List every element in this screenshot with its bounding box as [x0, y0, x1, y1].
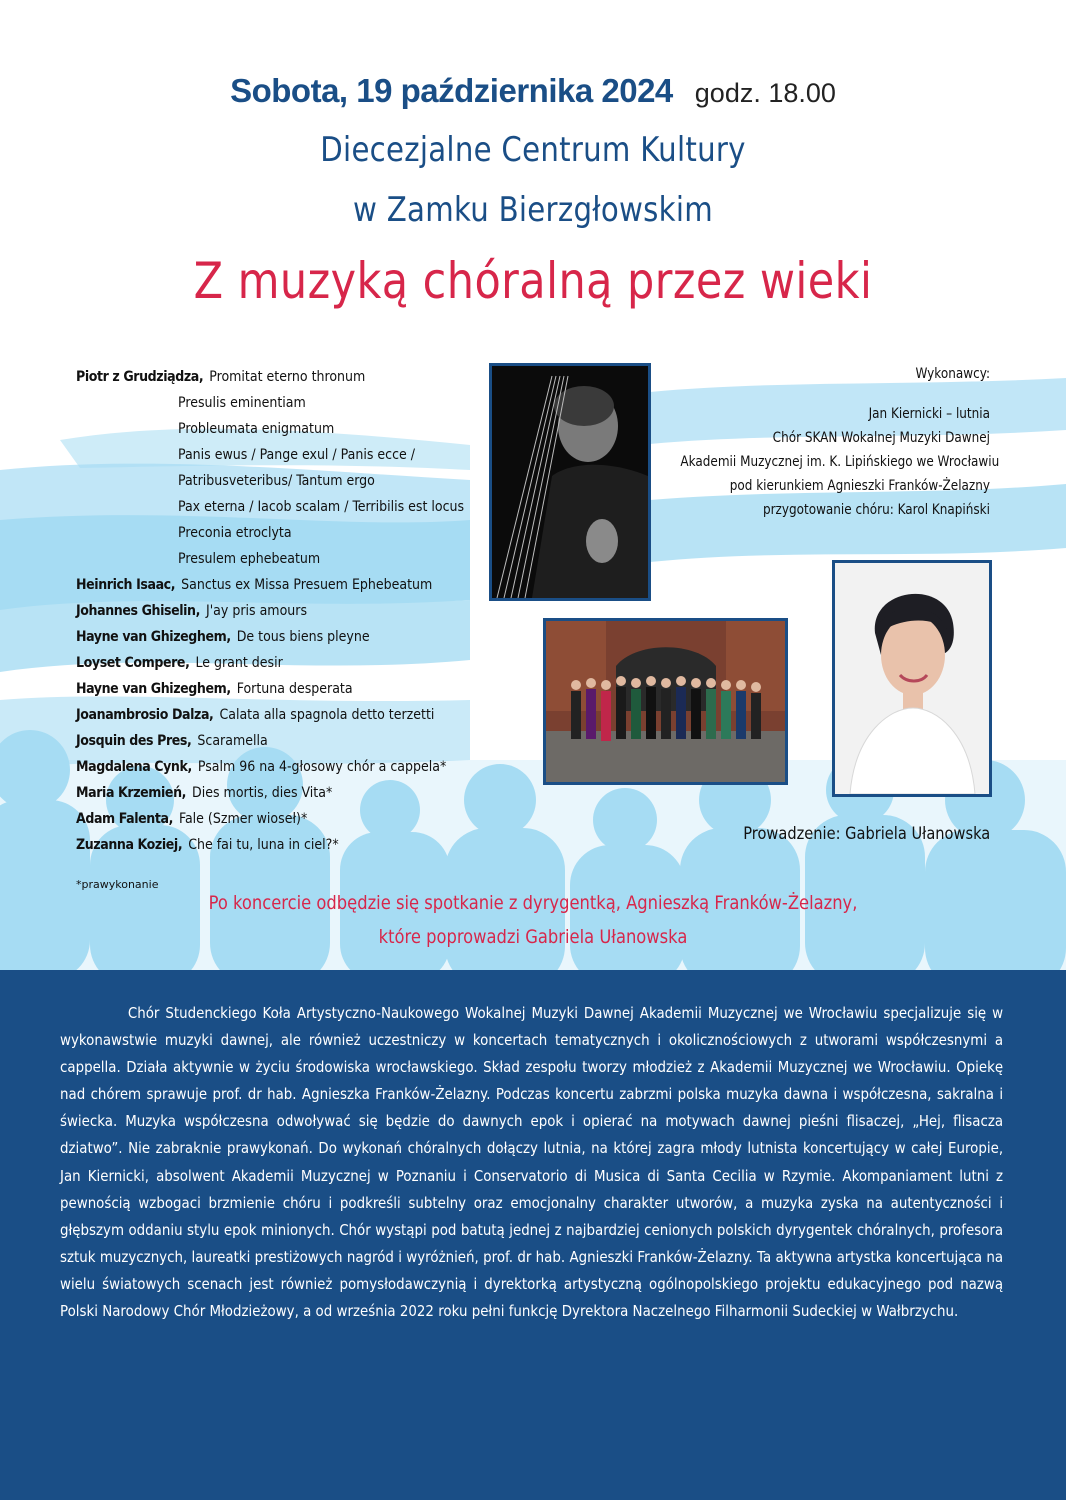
performer-line: pod kierunkiem Agnieszki Franków-Żelazny — [729, 478, 990, 494]
work-title: Preconia etroclyta — [178, 525, 292, 541]
work-title: Probleumata enigmatum — [178, 421, 335, 437]
composer-name: Piotr z Grudziądza, — [76, 369, 204, 385]
program-item — [76, 678, 496, 704]
choir-photo — [543, 618, 788, 785]
premiere-footnote: *prawykonanie — [76, 878, 159, 891]
composer-name: Heinrich Isaac, — [76, 577, 176, 593]
work-title: Che fai tu, luna in ciel?* — [188, 837, 339, 853]
work-title: Promitat eterno thronum — [209, 369, 366, 385]
program-item — [172, 548, 496, 574]
composer-name: Maria Krzemień, — [76, 785, 187, 801]
program-item — [76, 782, 496, 808]
lutenist-figure — [492, 366, 648, 598]
work-title: De tous biens pleyne — [236, 629, 370, 645]
program-item — [76, 730, 496, 756]
performer-line: przygotowanie chóru: Karol Knapiński — [762, 502, 990, 518]
concert-title: Z muzyką chóralną przez wieki — [193, 252, 873, 310]
program-item — [172, 470, 496, 496]
program-item — [76, 756, 496, 782]
program-item — [76, 652, 496, 678]
composer-name: Hayne van Ghizeghem, — [76, 629, 231, 645]
venue-line-1: Diecezjalne Centrum Kultury — [320, 130, 746, 170]
program-item — [172, 418, 496, 444]
work-title: Fortuna desperata — [236, 681, 353, 697]
performers-heading: Wykonawcy: — [915, 366, 990, 382]
work-title: Le grant desir — [195, 655, 283, 671]
work-title: J'ay pris amours — [206, 603, 308, 619]
event-time: godz. 18.00 — [694, 78, 836, 108]
meeting-note-line-2: które poprowadzi Gabriela Ułanowska — [378, 926, 688, 948]
program-list — [76, 366, 496, 860]
venue-line-2: w Zamku Bierzgłowskim — [353, 190, 713, 230]
event-date: Sobota, 19 października 2024 — [230, 72, 673, 109]
work-title: Sanctus ex Missa Presuem Ephebeatum — [181, 577, 433, 593]
work-title: Panis ewus / Pange exul / Panis ecce / — [178, 447, 416, 463]
choir-description: Chór Studenckiego Koła Artystyczno-Naukowego Wokalnej Muzyki Dawnej Akademii Muzycznej we Wrocławiu specjalizuje się w wykonawstwie muzyki dawnej, ale również uczestniczy w koncertach tematycznych i okolicznościowych z utworami współczesnymi a cappella. Działa aktywnie w życiu środowiska wrocławskiego. Skład zespołu tworzy młodzież z Akademii Muzycznej we Wrocławiu. Opiekę nad chórem sprawuje prof. dr hab. Agnieszka Franków-Żelazny. Podczas koncertu zabrzmi polska muzyka dawna i współczesna, sakralna i świecka. Muzyka współczesna odwoływać się będzie do dawnych epok i opierać na motywach dawnej pieśni flisaczej, „Hej, flisacza dziatwo”. Nie zabraknie prawykonań. Do wykonań chóralnych dołączy lutnia, na której zagra młody lutnista koncertujący w całej Europie, Jan Kiernicki, absolwent Akademii Muzycznej w Poznaniu i Conservatorio di Musica di Santa Cecilia w Rzymie. Akompaniament lutni z pewnością wzbogaci brzmienie chóru i podkreśli subtelny oraz emocjonalny charakter utworów, a muzyka zyska na autentyczności i głębszym oddaniu stylu epok minionych. Chór wystąpi pod batutą jednej z najbardziej cenionych polskich dyrygentek chóralnych, profesora sztuk muzycznych, laureatki prestiżowych nagród i wyróżnień, prof. dr hab. Agnieszki Franków-Żelazny. Ta aktywna artystka koncertująca na wielu światowych scenach jest również pomysłodawczynią i dyrektorką artystyczną ogólnopolskiego projektu edukacyjnego pod nazwą Polski Narodowy Chór Młodzieżowy, a od września 2022 roku pełni funkcję Dyrektora Naczelnego Filharmonii Sudeckiej w Wałbrzychu. — [60, 1004, 1004, 1321]
composer-name: Johannes Ghiselin, — [76, 603, 201, 619]
composer-name: Joanambrosio Dalza, — [76, 707, 214, 723]
program-item — [76, 808, 496, 834]
work-title: Fale (Szmer wioseł)* — [178, 811, 308, 827]
program-item — [76, 600, 496, 626]
work-title: Psalm 96 na 4-głosowy chór a cappela* — [197, 759, 447, 775]
host-credit: Prowadzenie: Gabriela Ułanowska — [742, 824, 990, 844]
work-title: Calata alla spagnola detto terzetti — [219, 707, 435, 723]
host-portrait — [835, 563, 989, 794]
work-title: Pax eterna / Iacob scalam / Terribilis est locus — [178, 499, 465, 515]
composer-name: Magdalena Cynk, — [76, 759, 192, 775]
program-item — [172, 496, 496, 522]
program-item — [172, 522, 496, 548]
composer-name: Zuzanna Koziej, — [76, 837, 183, 853]
lutenist-photo — [489, 363, 651, 601]
composer-name: Adam Falenta, — [76, 811, 173, 827]
performer-line: Jan Kiernicki – lutnia — [868, 406, 990, 422]
performer-line: Akademii Muzycznej im. K. Lipińskiego we Wrocławiu — [680, 454, 1000, 470]
choir-group — [546, 621, 785, 782]
event-date-line — [0, 72, 1066, 110]
work-title: Dies mortis, dies Vita* — [192, 785, 333, 801]
program-item — [76, 366, 496, 392]
program-item — [76, 834, 496, 860]
composer-name: Hayne van Ghizeghem, — [76, 681, 231, 697]
performer-line: Chór SKAN Wokalnej Muzyki Dawnej — [772, 430, 990, 446]
work-title: Patribusveteribus/ Tantum ergo — [178, 473, 375, 489]
composer-name: Loyset Compere, — [76, 655, 190, 671]
work-title: Scaramella — [197, 733, 268, 749]
program-item — [76, 626, 496, 652]
program-item — [76, 704, 496, 730]
composer-name: Josquin des Pres, — [76, 733, 192, 749]
program-item — [76, 574, 496, 600]
program-item — [172, 444, 496, 470]
meeting-note-line-1: Po koncercie odbędzie się spotkanie z dyrygentką, Agnieszką Franków-Żelazny, — [208, 892, 858, 914]
performers-block — [630, 362, 1000, 522]
program-item — [172, 392, 496, 418]
work-title: Presulem ephebeatum — [178, 551, 321, 567]
host-photo — [832, 560, 992, 797]
work-title: Presulis eminentiam — [178, 395, 306, 411]
